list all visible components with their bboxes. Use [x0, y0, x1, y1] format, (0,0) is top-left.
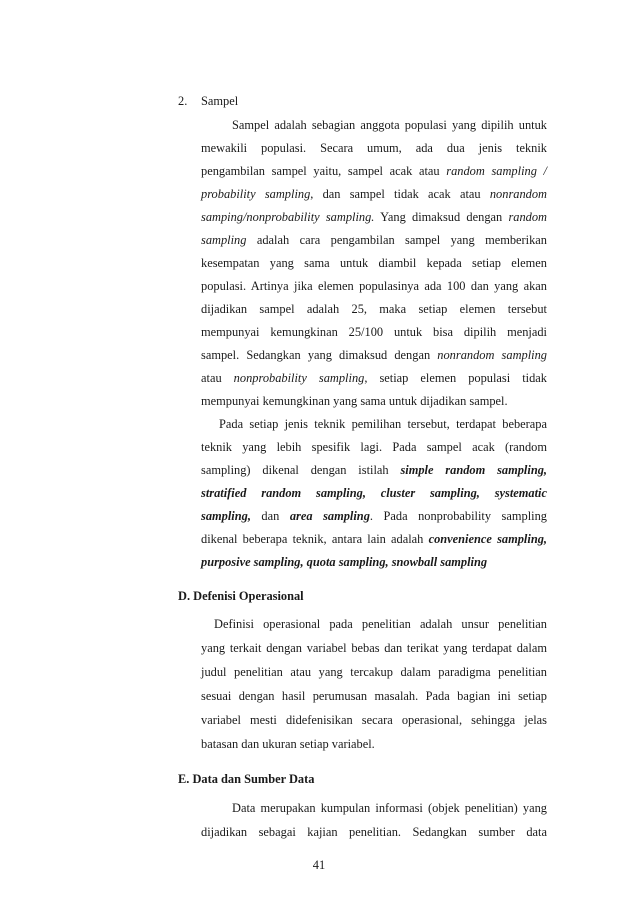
- text-line: stratified random sampling, cluster sampling, systematic: [201, 486, 547, 500]
- text-line: sampling adalah cara pengambilan sampel yang memberikan: [201, 233, 547, 247]
- text-line: atau nonprobability sampling, setiap elemen populasi tidak: [201, 371, 547, 385]
- text-line: samping/nonprobability sampling. Yang dimaksud dengan random: [201, 210, 547, 224]
- text-line: Sampel adalah sebagian anggota populasi yang dipilih untuk: [232, 118, 547, 132]
- subsection-title: Sampel: [201, 94, 239, 108]
- text-line: sampel. Sedangkan yang dimaksud dengan nonrandom sampling: [201, 348, 547, 362]
- text-line: pengambilan sampel yaitu, sampel acak atau random sampling /: [201, 164, 547, 178]
- text-line: dijadikan sampel adalah 25, maka setiap elemen tersebut: [201, 302, 547, 316]
- text-line: purposive sampling, quota sampling, snowball sampling: [201, 555, 488, 569]
- text-line: batasan dan ukuran setiap variabel.: [201, 737, 375, 751]
- text-line: dijadikan sebagai kajian penelitian. Sedangkan sumber data: [201, 825, 547, 839]
- text-line: mempunyai kemungkinan yang sama untuk dijadikan sampel.: [201, 394, 508, 408]
- text-line: sampling, dan area sampling. Pada nonprobability sampling: [201, 509, 547, 523]
- text-line: populasi. Artinya jika elemen populasinya ada 100 dan yang akan: [201, 279, 547, 293]
- text-line: sesuai dengan hasil perumusan masalah. Pada bagian ini setiap: [201, 689, 547, 703]
- text-line: probability sampling, dan sampel tidak acak atau nonrandom: [201, 187, 547, 201]
- text-line: judul penelitian atau yang tercakup dalam paradigma penelitian: [201, 665, 547, 679]
- text-line: variabel mesti didefenisikan secara operasional, sehingga jelas: [201, 713, 547, 727]
- section-heading: D. Defenisi Operasional: [178, 589, 304, 603]
- text-line: yang terkait dengan variabel bebas dan terikat yang terdapat dalam: [201, 641, 547, 655]
- text-line: mempunyai kemungkinan 25/100 untuk bisa dipilih menjadi: [201, 325, 547, 339]
- text-line: teknik yang lebih spesifik lagi. Pada sampel acak (random: [201, 440, 547, 454]
- list-number: 2.: [178, 94, 188, 108]
- text-line: Pada setiap jenis teknik pemilihan tersebut, terdapat beberapa: [219, 417, 547, 431]
- text-line: Data merupakan kumpulan informasi (objek penelitian) yang: [232, 801, 547, 815]
- section-heading: E. Data dan Sumber Data: [178, 772, 315, 786]
- text-line: sampling) dikenal dengan istilah simple random sampling,: [201, 463, 547, 477]
- text-line: mewakili populasi. Secara umum, ada dua jenis teknik: [201, 141, 547, 155]
- text-line: Definisi operasional pada penelitian adalah unsur penelitian: [214, 617, 547, 631]
- page-number: 41: [312, 858, 326, 872]
- text-line: dikenal beberapa teknik, antara lain adalah convenience sampling,: [201, 532, 547, 546]
- text-line: kesempatan yang sama untuk diambil kepada setiap elemen: [201, 256, 547, 270]
